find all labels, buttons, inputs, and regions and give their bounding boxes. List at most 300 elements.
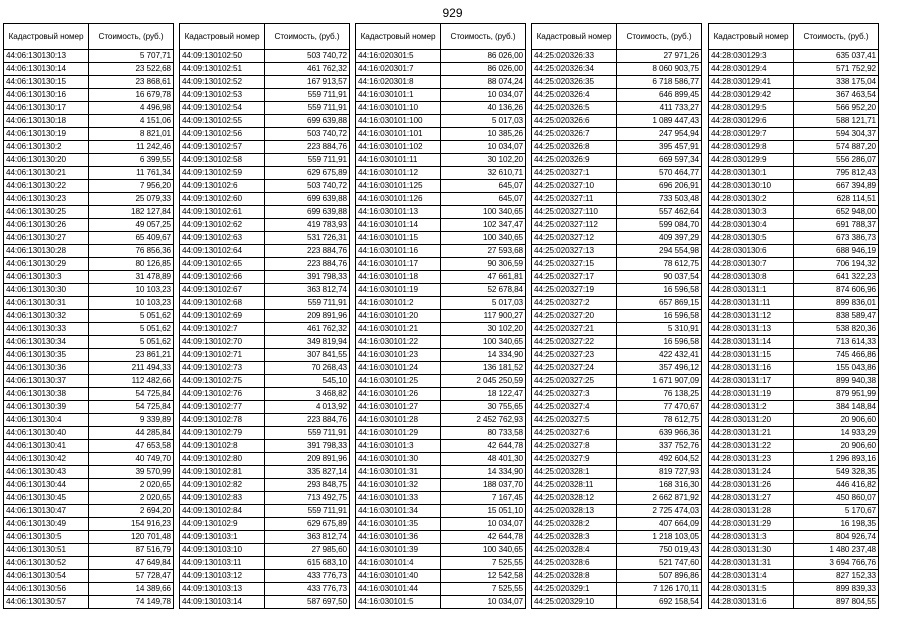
cadastral-number-cell: 44:25:020326:8: [532, 141, 617, 154]
table-row: [532, 544, 702, 557]
table-row: [180, 557, 350, 570]
table-row: [532, 63, 702, 76]
cost-cell: 2 694,20: [89, 505, 174, 518]
table-row: [709, 141, 879, 154]
cost-cell: 699 639,88: [265, 193, 350, 206]
cost-cell: 14 933,29: [794, 427, 879, 440]
cost-cell: 635 037,41: [794, 50, 879, 63]
table-row: [180, 323, 350, 336]
cost-cell: 9 339,89: [89, 414, 174, 427]
table-row: [4, 531, 174, 544]
table-row: [709, 349, 879, 362]
cost-cell: 5 051,62: [89, 310, 174, 323]
header-cost: Стоимость, (руб.): [265, 24, 350, 50]
table-row: [709, 388, 879, 401]
table-row: [356, 76, 526, 89]
cost-cell: 566 952,20: [794, 102, 879, 115]
cost-cell: 628 114,51: [794, 193, 879, 206]
cadastral-number-cell: 44:28:030131:30: [709, 544, 794, 557]
table-row: [356, 167, 526, 180]
cost-cell: 1 671 907,09: [617, 375, 702, 388]
cadastral-number-cell: 44:25:020328:1: [532, 466, 617, 479]
cost-cell: 47 653,58: [89, 440, 174, 453]
table-row: [4, 297, 174, 310]
cadastral-number-cell: 44:28:030129:42: [709, 89, 794, 102]
cost-cell: 10 385,26: [441, 128, 526, 141]
table-row: [532, 505, 702, 518]
cadastral-number-cell: 44:16:030101:10: [356, 102, 441, 115]
cost-cell: 86 026,00: [441, 63, 526, 76]
cost-cell: 503 740,72: [265, 128, 350, 141]
table-row: [180, 544, 350, 557]
cadastral-number-cell: 44:09:130102:80: [180, 453, 265, 466]
cadastral-number-cell: 44:06:130130:5: [4, 531, 89, 544]
cadastral-number-cell: 44:16:030101:31: [356, 466, 441, 479]
cadastral-number-cell: 44:09:130102:56: [180, 128, 265, 141]
cost-cell: 90 037,54: [617, 271, 702, 284]
table-row: [532, 349, 702, 362]
table-row: [356, 375, 526, 388]
cost-cell: 450 860,07: [794, 492, 879, 505]
table-row: [4, 583, 174, 596]
cadastral-number-cell: 44:09:130102:60: [180, 193, 265, 206]
cost-cell: 1 480 237,48: [794, 544, 879, 557]
table-row: [180, 492, 350, 505]
table-row: [356, 180, 526, 193]
header-cost: Стоимость, (руб.): [89, 24, 174, 50]
table-row: [180, 193, 350, 206]
cost-cell: 629 675,89: [265, 167, 350, 180]
cost-cell: 395 457,91: [617, 141, 702, 154]
table-row: [4, 414, 174, 427]
table-row: [180, 245, 350, 258]
table-row: [180, 180, 350, 193]
cadastral-number-cell: 44:25:020327:2: [532, 297, 617, 310]
header-row: [532, 24, 702, 50]
cadastral-number-cell: 44:25:020326:5: [532, 102, 617, 115]
table-row: [356, 310, 526, 323]
cadastral-number-cell: 44:25:020328:8: [532, 570, 617, 583]
cost-cell: 27 985,60: [265, 544, 350, 557]
cost-cell: 363 812,74: [265, 284, 350, 297]
cost-cell: 182 127,84: [89, 206, 174, 219]
cadastral-number-cell: 44:09:130102:82: [180, 479, 265, 492]
cost-cell: 4 151,06: [89, 115, 174, 128]
table-row: [356, 102, 526, 115]
cadastral-number-cell: 44:16:030101:20: [356, 310, 441, 323]
table-row: [356, 141, 526, 154]
table-row: [180, 440, 350, 453]
cost-cell: 23 522,68: [89, 63, 174, 76]
table-row: [532, 453, 702, 466]
cost-cell: 247 954,94: [617, 128, 702, 141]
table-row: [532, 596, 702, 609]
cadastral-number-cell: 44:28:030131:16: [709, 362, 794, 375]
cost-cell: 5 051,62: [89, 336, 174, 349]
cadastral-number-cell: 44:09:130102:70: [180, 336, 265, 349]
table-row: [532, 414, 702, 427]
cost-cell: 112 482,66: [89, 375, 174, 388]
table-row: [532, 141, 702, 154]
cost-cell: 90 306,59: [441, 258, 526, 271]
cadastral-number-cell: 44:09:130102:84: [180, 505, 265, 518]
cadastral-number-cell: 44:06:130130:19: [4, 128, 89, 141]
cost-cell: 11 761,34: [89, 167, 174, 180]
cadastral-number-cell: 44:06:130130:57: [4, 596, 89, 609]
cost-cell: 667 394,89: [794, 180, 879, 193]
cost-cell: 391 798,33: [265, 271, 350, 284]
cadastral-number-cell: 44:16:030101:101: [356, 128, 441, 141]
cadastral-number-cell: 44:16:030101:23: [356, 349, 441, 362]
cadastral-number-cell: 44:28:030129:8: [709, 141, 794, 154]
cost-cell: 54 725,84: [89, 388, 174, 401]
cadastral-number-cell: 44:25:020327:25: [532, 375, 617, 388]
cost-cell: 14 389,66: [89, 583, 174, 596]
cost-cell: 646 899,45: [617, 89, 702, 102]
table-row: [532, 193, 702, 206]
table-row: [532, 219, 702, 232]
cadastral-number-cell: 44:09:130102:65: [180, 258, 265, 271]
cost-cell: 2 662 871,92: [617, 492, 702, 505]
cost-cell: 16 679,78: [89, 89, 174, 102]
cadastral-number-cell: 44:09:130103:12: [180, 570, 265, 583]
cost-cell: 77 470,67: [617, 401, 702, 414]
table-row: [709, 102, 879, 115]
cadastral-number-cell: 44:25:020326:33: [532, 50, 617, 63]
cost-cell: 80 733,58: [441, 427, 526, 440]
cadastral-number-cell: 44:09:130102:50: [180, 50, 265, 63]
cadastral-number-cell: 44:16:030101:34: [356, 505, 441, 518]
table-row: [4, 258, 174, 271]
page-number: 929: [442, 6, 463, 20]
cadastral-number-cell: 44:06:130130:2: [4, 141, 89, 154]
cost-cell: 645,07: [441, 180, 526, 193]
cadastral-table-5: [708, 23, 879, 609]
cadastral-number-cell: 44:25:020326:4: [532, 89, 617, 102]
cadastral-number-cell: 44:25:020326:7: [532, 128, 617, 141]
cost-cell: 795 812,43: [794, 167, 879, 180]
cadastral-number-cell: 44:16:030101:32: [356, 479, 441, 492]
table-row: [180, 141, 350, 154]
cost-cell: 23 868,61: [89, 76, 174, 89]
cadastral-number-cell: 44:28:030131:23: [709, 453, 794, 466]
cadastral-number-cell: 44:28:030129:4: [709, 63, 794, 76]
cost-cell: 335 827,14: [265, 466, 350, 479]
table-row: [709, 76, 879, 89]
cadastral-number-cell: 44:25:020327:12: [532, 232, 617, 245]
table-row: [532, 323, 702, 336]
table-row: [709, 63, 879, 76]
header-row: [356, 24, 526, 50]
cadastral-number-cell: 44:09:130103:1: [180, 531, 265, 544]
table-row: [4, 362, 174, 375]
cost-cell: 5 017,03: [441, 297, 526, 310]
cost-cell: 411 733,27: [617, 102, 702, 115]
cost-cell: 5 310,91: [617, 323, 702, 336]
cost-cell: 367 463,54: [794, 89, 879, 102]
cost-cell: 419 783,93: [265, 219, 350, 232]
cadastral-number-cell: 44:06:130130:54: [4, 570, 89, 583]
table-row: [4, 310, 174, 323]
cadastral-number-cell: 44:09:130102:66: [180, 271, 265, 284]
table-row: [180, 50, 350, 63]
cost-cell: 88 074,24: [441, 76, 526, 89]
cost-cell: 223 884,76: [265, 141, 350, 154]
cadastral-number-cell: 44:06:130130:43: [4, 466, 89, 479]
cost-cell: 223 884,76: [265, 258, 350, 271]
cost-cell: 8 821,01: [89, 128, 174, 141]
cost-cell: 23 861,21: [89, 349, 174, 362]
cost-cell: 31 478,89: [89, 271, 174, 284]
table-row: [709, 128, 879, 141]
cadastral-number-cell: 44:25:020328:11: [532, 479, 617, 492]
cadastral-number-cell: 44:06:130130:25: [4, 206, 89, 219]
cadastral-number-cell: 44:28:030131:27: [709, 492, 794, 505]
cadastral-number-cell: 44:25:020328:13: [532, 505, 617, 518]
header-row: [4, 24, 174, 50]
table-row: [532, 206, 702, 219]
cost-cell: 209 891,96: [265, 453, 350, 466]
cost-cell: 819 727,93: [617, 466, 702, 479]
header-cost: Стоимость, (руб.): [617, 24, 702, 50]
cost-cell: 639 966,36: [617, 427, 702, 440]
cadastral-table-3: [355, 23, 526, 609]
cost-cell: 14 334,90: [441, 466, 526, 479]
table-row: [532, 154, 702, 167]
cadastral-number-cell: 44:06:130130:13: [4, 50, 89, 63]
cost-cell: 7 525,55: [441, 557, 526, 570]
cadastral-number-cell: 44:06:130130:28: [4, 245, 89, 258]
table-row: [180, 596, 350, 609]
cadastral-number-cell: 44:09:130102:79: [180, 427, 265, 440]
cost-cell: 54 725,84: [89, 401, 174, 414]
cost-cell: 433 776,73: [265, 570, 350, 583]
cost-cell: 433 776,73: [265, 583, 350, 596]
cadastral-number-cell: 44:06:130130:37: [4, 375, 89, 388]
table-row: [532, 583, 702, 596]
cost-cell: 30 102,20: [441, 154, 526, 167]
cost-cell: 20 906,60: [794, 440, 879, 453]
cadastral-number-cell: 44:06:130130:56: [4, 583, 89, 596]
cost-cell: 503 740,72: [265, 50, 350, 63]
cadastral-number-cell: 44:28:030129:9: [709, 154, 794, 167]
cadastral-number-cell: 44:25:020327:24: [532, 362, 617, 375]
cost-cell: 20 906,60: [794, 414, 879, 427]
table-row: [180, 167, 350, 180]
cadastral-number-cell: 44:28:030131:19: [709, 388, 794, 401]
cost-cell: 209 891,96: [265, 310, 350, 323]
cadastral-number-cell: 44:25:020327:4: [532, 401, 617, 414]
cadastral-number-cell: 44:06:130130:4: [4, 414, 89, 427]
cost-cell: 3 468,82: [265, 388, 350, 401]
cadastral-number-cell: 44:09:130102:63: [180, 232, 265, 245]
table-row: [180, 479, 350, 492]
table-row: [709, 219, 879, 232]
table-row: [4, 102, 174, 115]
cadastral-table-1: [3, 23, 174, 609]
table-row: [532, 557, 702, 570]
table-row: [532, 492, 702, 505]
cost-cell: 1 089 447,43: [617, 115, 702, 128]
cadastral-number-cell: 44:28:030131:11: [709, 297, 794, 310]
cost-cell: 691 788,37: [794, 219, 879, 232]
table-row: [532, 128, 702, 141]
cadastral-number-cell: 44:16:030101:16: [356, 245, 441, 258]
cost-cell: 492 604,52: [617, 453, 702, 466]
cost-cell: 11 242,46: [89, 141, 174, 154]
cadastral-number-cell: 44:09:130102:77: [180, 401, 265, 414]
cadastral-number-cell: 44:09:130102:51: [180, 63, 265, 76]
cadastral-number-cell: 44:28:030131:1: [709, 284, 794, 297]
table-row: [532, 466, 702, 479]
cadastral-number-cell: 44:16:030101:30: [356, 453, 441, 466]
cadastral-number-cell: 44:06:130130:30: [4, 284, 89, 297]
table-row: [356, 154, 526, 167]
cadastral-number-cell: 44:06:130130:38: [4, 388, 89, 401]
cost-cell: 804 926,74: [794, 531, 879, 544]
cost-cell: 384 148,84: [794, 401, 879, 414]
cadastral-number-cell: 44:28:030130:1: [709, 167, 794, 180]
cost-cell: 102 347,47: [441, 219, 526, 232]
table-row: [356, 427, 526, 440]
table-row: [180, 388, 350, 401]
cost-cell: 407 664,09: [617, 518, 702, 531]
table-row: [709, 50, 879, 63]
cadastral-number-cell: 44:06:130130:52: [4, 557, 89, 570]
cadastral-number-cell: 44:28:030131:22: [709, 440, 794, 453]
cadastral-number-cell: 44:16:020301:8: [356, 76, 441, 89]
cost-cell: 531 726,31: [265, 232, 350, 245]
cost-cell: 2 045 250,59: [441, 375, 526, 388]
cadastral-number-cell: 44:06:130130:15: [4, 76, 89, 89]
cadastral-number-cell: 44:28:030131:14: [709, 336, 794, 349]
cost-cell: 559 711,91: [265, 505, 350, 518]
cadastral-number-cell: 44:06:130130:22: [4, 180, 89, 193]
table-row: [4, 206, 174, 219]
cadastral-number-cell: 44:09:130103:14: [180, 596, 265, 609]
cost-cell: 5 707,71: [89, 50, 174, 63]
cost-cell: 688 946,19: [794, 245, 879, 258]
cadastral-number-cell: 44:25:020327:20: [532, 310, 617, 323]
table-row: [532, 479, 702, 492]
table-row: [180, 375, 350, 388]
cost-cell: 223 884,76: [265, 414, 350, 427]
cost-cell: 136 181,52: [441, 362, 526, 375]
cost-cell: 587 697,50: [265, 596, 350, 609]
cadastral-number-cell: 44:09:130102:75: [180, 375, 265, 388]
cadastral-number-cell: 44:09:130102:76: [180, 388, 265, 401]
cadastral-number-cell: 44:06:130130:32: [4, 310, 89, 323]
cost-cell: 10 103,23: [89, 297, 174, 310]
cadastral-number-cell: 44:06:130130:45: [4, 492, 89, 505]
table-row: [180, 115, 350, 128]
cost-cell: 5 017,03: [441, 115, 526, 128]
table-row: [532, 362, 702, 375]
cost-cell: 422 432,41: [617, 349, 702, 362]
table-row: [4, 115, 174, 128]
table-row: [709, 531, 879, 544]
table-row: [356, 193, 526, 206]
table-row: [356, 518, 526, 531]
table-row: [709, 544, 879, 557]
table-row: [709, 258, 879, 271]
cadastral-number-cell: 44:06:130130:35: [4, 349, 89, 362]
table-row: [4, 76, 174, 89]
cost-cell: 338 175,04: [794, 76, 879, 89]
cost-cell: 16 596,58: [617, 284, 702, 297]
table-row: [709, 440, 879, 453]
cadastral-number-cell: 44:28:030131:12: [709, 310, 794, 323]
cost-cell: 1 296 893,16: [794, 453, 879, 466]
cadastral-number-cell: 44:09:130102:7: [180, 323, 265, 336]
cadastral-number-cell: 44:25:020328:4: [532, 544, 617, 557]
table-row: [4, 141, 174, 154]
cadastral-number-cell: 44:16:030101:33: [356, 492, 441, 505]
table-row: [4, 375, 174, 388]
cadastral-number-cell: 44:09:130102:6: [180, 180, 265, 193]
cost-cell: 39 570,99: [89, 466, 174, 479]
cost-cell: 76 856,36: [89, 245, 174, 258]
table-row: [4, 440, 174, 453]
cadastral-number-cell: 44:28:030131:26: [709, 479, 794, 492]
cost-cell: 6 399,55: [89, 154, 174, 167]
cadastral-number-cell: 44:16:020301:7: [356, 63, 441, 76]
cadastral-number-cell: 44:06:130130:47: [4, 505, 89, 518]
cost-cell: 154 916,23: [89, 518, 174, 531]
table-row: [709, 479, 879, 492]
cost-cell: 74 149,78: [89, 596, 174, 609]
cadastral-number-cell: 44:06:130130:36: [4, 362, 89, 375]
table-row: [356, 206, 526, 219]
cost-cell: 10 034,07: [441, 596, 526, 609]
table-row: [709, 206, 879, 219]
table-row: [4, 193, 174, 206]
cost-cell: 4 013,92: [265, 401, 350, 414]
table-row: [356, 50, 526, 63]
table-row: [356, 89, 526, 102]
cadastral-number-cell: 44:28:030131:13: [709, 323, 794, 336]
cadastral-number-cell: 44:25:020326:6: [532, 115, 617, 128]
cadastral-number-cell: 44:25:020328:12: [532, 492, 617, 505]
cadastral-number-cell: 44:06:130130:42: [4, 453, 89, 466]
cadastral-number-cell: 44:16:030101:44: [356, 583, 441, 596]
cost-cell: 10 034,07: [441, 141, 526, 154]
cost-cell: 733 503,48: [617, 193, 702, 206]
table-row: [180, 336, 350, 349]
header-cadastral-number: Кадастровый номер: [4, 24, 89, 50]
cadastral-number-cell: 44:25:020327:9: [532, 453, 617, 466]
cadastral-number-cell: 44:25:020327:1: [532, 167, 617, 180]
table-row: [709, 596, 879, 609]
table-row: [180, 271, 350, 284]
table-row: [180, 349, 350, 362]
cost-cell: 559 711,91: [265, 154, 350, 167]
table-row: [532, 102, 702, 115]
table-row: [4, 219, 174, 232]
table-row: [532, 258, 702, 271]
table-row: [4, 245, 174, 258]
table-row: [4, 50, 174, 63]
cost-cell: 49 057,25: [89, 219, 174, 232]
table-row: [356, 245, 526, 258]
cost-cell: 16 198,35: [794, 518, 879, 531]
cost-cell: 559 711,91: [265, 102, 350, 115]
cost-cell: 211 494,33: [89, 362, 174, 375]
cost-cell: 745 466,86: [794, 349, 879, 362]
cost-cell: 47 661,81: [441, 271, 526, 284]
table-row: [4, 596, 174, 609]
table-row: [356, 557, 526, 570]
